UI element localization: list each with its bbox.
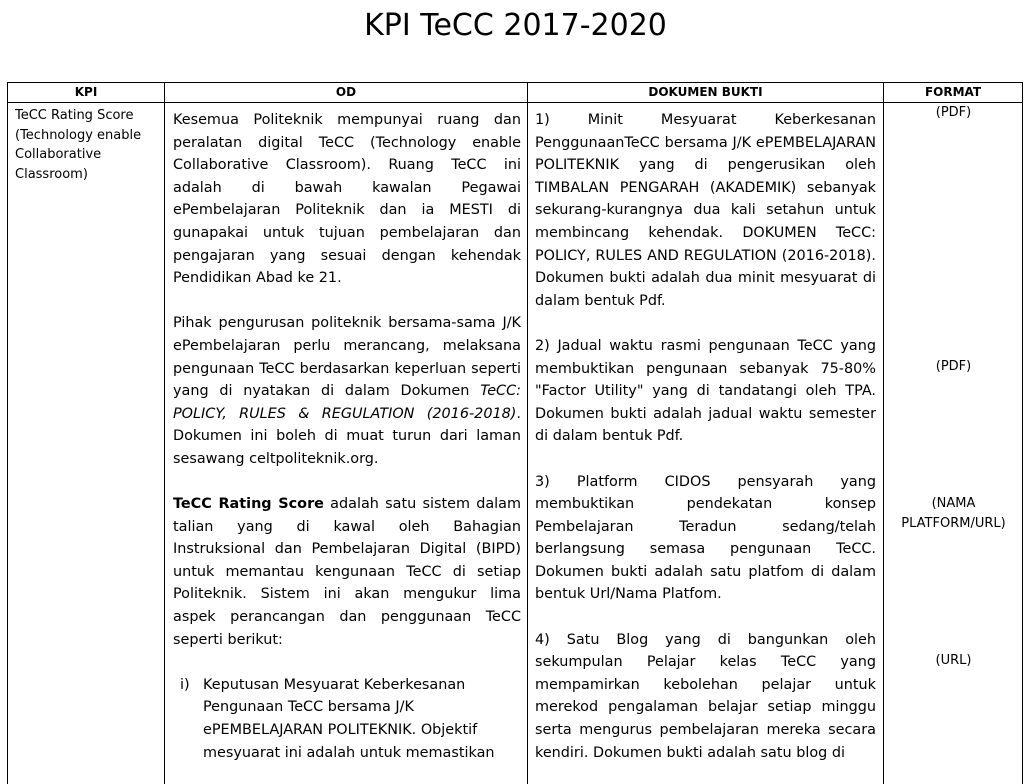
format-value: (PDF): [935, 359, 972, 374]
format-value: (NAMA: [931, 496, 976, 511]
kpi-name: TeCC Rating Score: [15, 108, 134, 123]
od-paragraph: Pihak pengurusan politeknik bersama-sama J/K ePembelajaran perlu merancang, melaksana pengunaan TeCC berdasarkan keperluan seperti yang di nyatakan di dalam Dokumen TeCC: POLICY, RULES & REGULATION (2016-2018). Dokumen ini boleh di muat turun dari laman sesawang celtpoliteknik.org.: [173, 315, 521, 467]
rating-score-term: TeCC Rating Score: [173, 496, 324, 513]
list-item-number: i): [180, 676, 190, 693]
header-format: FORMAT: [884, 83, 1022, 103]
list-item-text: Keputusan Mesyuarat Keberkesanan Pengunaan TeCC bersama J/K ePEMBELAJARAN POLITEKNIK. Objektif mesyuarat ini adalah untuk memastikan: [203, 676, 495, 761]
od-paragraph: TeCC Rating Score adalah satu sistem dalam talian yang di kawal oleh Bahagian Instruksional dan Pembelajaran Digital (BIPD) untuk memantau kengunaan TeCC di setiap Politeknik. Sistem ini akan mengukur lima aspek perancangan dan penggunaan TeCC seperti berikut:: [173, 496, 521, 648]
column-divider: [883, 83, 884, 784]
document-reference: TeCC: POLICY, RULES & REGULATION (2016-2018): [173, 383, 521, 422]
format-value: (URL): [935, 653, 972, 668]
header-dokumen-bukti: DOKUMEN BUKTI: [528, 83, 883, 103]
format-value: PLATFORM/URL): [901, 516, 1006, 531]
page-title: KPI TeCC 2017-2020: [364, 8, 667, 43]
list-item: [173, 674, 521, 764]
dokumen-bukti-cell: [528, 103, 883, 764]
kpi-description: Collaborative: [15, 147, 102, 162]
evidence-item: 4) Satu Blog yang di bangunkan oleh sekumpulan Pelajar kelas TeCC yang mempamirkan kebolehan pelajar untuk merekod pengalaman belajar setiap minggu serta mengurus pembelajaran mereka secara kendiri. Dokumen bukti adalah satu blog di: [535, 631, 876, 761]
evidence-item: 3) Platform CIDOS pensyarah yang membuktikan pendekatan konsep Pembelajaran Teradun sedang/telah berlangsung semasa pengunaan TeCC. Dokumen bukti adalah satu platfom di dalam bentuk Url/Nama Platfom.: [535, 473, 876, 603]
header-od: OD: [165, 83, 527, 103]
kpi-cell: [8, 103, 164, 184]
od-paragraph: Kesemua Politeknik mempunyai ruang dan peralatan digital TeCC (Technology enable Collaborative Classroom). Ruang TeCC ini adalah di bawah kawalan Pegawai ePembelajaran Politeknik dan ia MESTI di gunapakai untuk tujuan pembelajaran dan pengajaran yang sesuai dengan kehendak Pendidikan Abad ke 21.: [173, 112, 521, 287]
kpi-description: Classroom): [15, 166, 88, 182]
kpi-table: [7, 82, 1023, 784]
kpi-description: (Technology enable: [15, 127, 142, 143]
header-kpi: KPI: [8, 83, 164, 103]
od-cell: [165, 103, 527, 764]
evidence-item: 1) Minit Mesyuarat Keberkesanan PenggunaanTeCC bersama J/K ePEMBELAJARAN POLITEKNIK yang di pengerusikan oleh TIMBALAN PENGARAH (AKADEMIK) sebanyak sekurang-kurangnya dua kali setahun untuk membincang kehendak. DOKUMEN TeCC: POLICY, RULES AND REGULATION (2016-2018). Dokumen bukti adalah dua minit mesyuarat di dalam bentuk Pdf.: [535, 112, 876, 309]
evidence-item: 2) Jadual waktu rasmi pengunaan TeCC yang membuktikan pengunaan sebanyak 75-80% "Factor Utility" yang di tandatangi oleh TPA. Dokumen bukti adalah jadual waktu semester di dalam bentuk Pdf.: [535, 337, 876, 445]
format-value: (PDF): [935, 105, 972, 120]
